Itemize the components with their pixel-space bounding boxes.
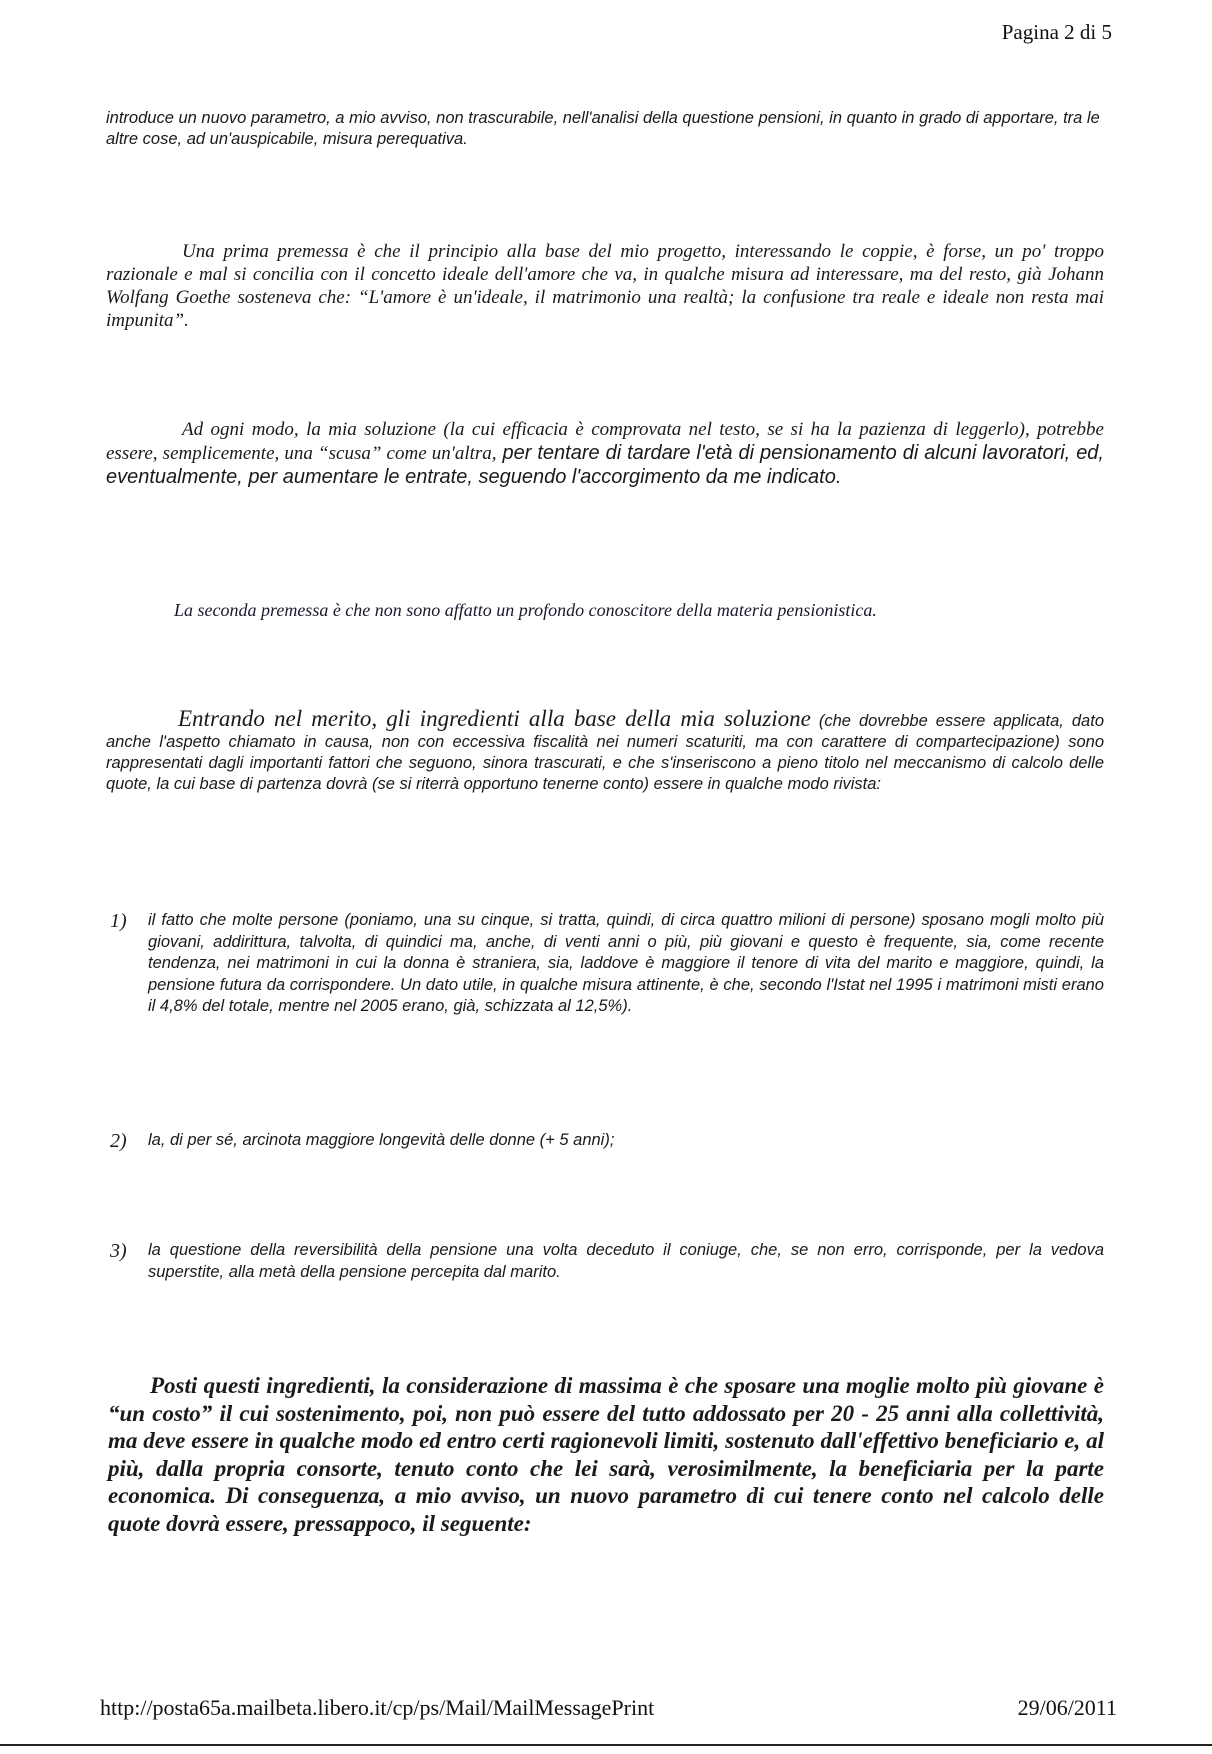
- list-item-text: la, di per sé, arcinota maggiore longevità delle donne (+ 5 anni);: [148, 1131, 615, 1149]
- list-item: [110, 910, 1104, 1018]
- soluzione-paragraph: [106, 418, 1104, 489]
- list-item: [110, 1130, 1104, 1152]
- merito-lead: Entrando nel merito, gli ingredienti alla base della mia soluzione: [178, 706, 811, 731]
- list-item-number: 2): [110, 1130, 127, 1152]
- bottom-divider: [0, 1744, 1212, 1746]
- footer-url: http://posta65a.mailbeta.libero.it/cp/ps/Mail/MailMessagePrint: [100, 1695, 655, 1720]
- intro-paragraph: introduce un nuovo parametro, a mio avviso, non trascurabile, nell'analisi della questione pensioni, in quanto in grado di apportare, tra le altre cose, ad un'auspicabile, misura perequativa.: [106, 109, 1100, 148]
- soluzione-part-1: Ad ogni modo, la mia soluzione (la cui efficacia è comprovata nel testo, se si ha la pazienza di leggerlo), potrebbe essere, semplicemente, una “scusa” come un'altra,: [106, 419, 1104, 464]
- premessa-2-paragraph: La seconda premessa è che non sono affatto un profondo conoscitore della materia pensionistica.: [174, 600, 877, 620]
- page-number: Pagina 2 di 5: [1001, 20, 1112, 44]
- soluzione-part-2: per tentare di tardare l'età di pensionamento di alcuni lavoratori, ed, eventualmente, per aumentare le entrate, seguendo l'accorgimento da me indicato.: [106, 442, 1104, 488]
- list-item-number: 1): [110, 910, 127, 932]
- list-item: [110, 1240, 1104, 1283]
- list-item-number: 3): [110, 1240, 127, 1262]
- premessa-1-paragraph: Una prima premessa è che il principio alla base del mio progetto, interessando le coppie, è forse, un po' troppo razionale e mal si concilia con il concetto ideale dell'amore che va, in qualche misura ad interessare, ma del resto, già Johann Wolfang Goethe sosteneva che: “L'amore è un'ideale, il matrimonio una realtà; la confusione tra reale e ideale non resta mai impunita”.: [106, 241, 1104, 331]
- list-item-text: la questione della reversibilità della pensione una volta deceduto il coniuge, che, se non erro, corrisponde, per la vedova superstite, alla metà della pensione percepita dal marito.: [148, 1241, 1104, 1281]
- list-item-text: il fatto che molte persone (poniamo, una su cinque, si tratta, quindi, di circa quattro milioni di persone) sposano mogli molto più giovani, addirittura, talvolta, di quindici ma, anche, di venti anni o più, più giovani e questo è frequente, sia, come recente tendenza, nei matrimoni in cui la donna è straniera, sia, laddove è maggiore il tenore di vita del marito e maggiore, quindi, la pensione futura da corrispondere. Un dato utile, in qualche misura attinente, è che, secondo l'Istat nel 1995 i matrimoni misti erano il 4,8% del totale, mentre nel 2005 erano, già, schizzata al 12,5%).: [148, 911, 1104, 1016]
- footer-date: 29/06/2011: [1017, 1695, 1117, 1720]
- conclusion-paragraph: Posti questi ingredienti, la considerazione di massima è che sposare una moglie molto più giovane è “un costo” il cui sostenimento, poi, non può essere del tutto addossato per 20 - 25 anni alla collettività, ma deve essere in qualche modo ed entro certi ragionevoli limiti, sostenuto dall'effettivo beneficiario e, al più, dalla propria consorte, tenuto conto che lei sarà, verosimilmente, la beneficiaria per la parte economica. Di conseguenza, a mio avviso, un nuovo parametro di cui tenere conto nel calcolo delle quote dovrà essere, pressappoco, il seguente:: [108, 1373, 1104, 1536]
- merito-paragraph: [106, 708, 1104, 795]
- merito-rest: (che dovrebbe essere applicata, dato anche l'aspetto chiamato in causa, non con eccessiva fiscalità nei numeri scaturiti, ma con carattere di compartecipazione) sono rappresentati dagli importanti fattori che seguono, sinora trascurati, e che s'inseriscono a pieno titolo nel meccanismo di calcolo delle quote, la cui base di partenza dovrà (se si riterrà opportuno tenerne conto) essere in qualche modo rivista:: [106, 712, 1104, 793]
